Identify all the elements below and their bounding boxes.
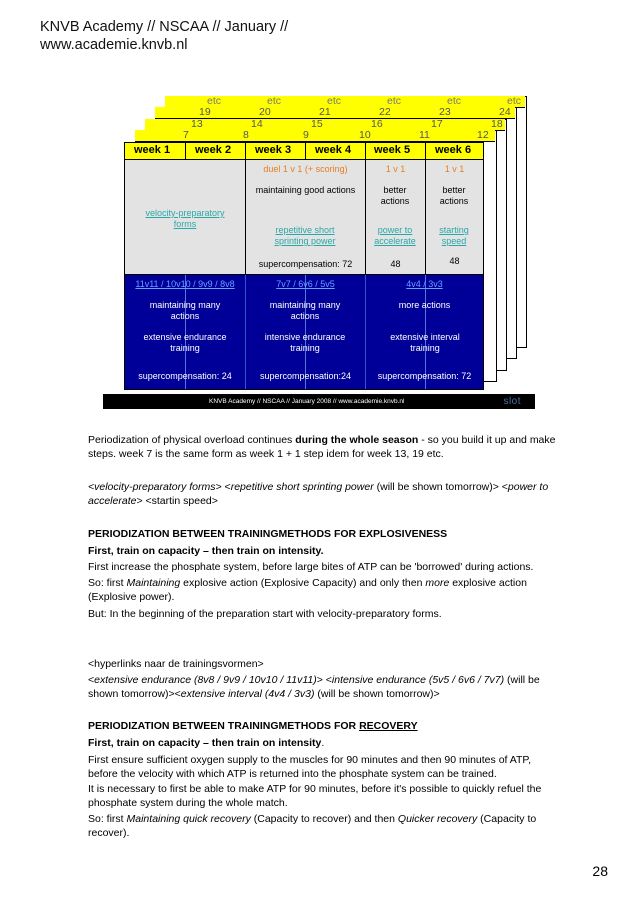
extensive-interval: extensive interval training	[390, 332, 460, 353]
text-run: (will be shown tomorrow)><	[88, 674, 540, 700]
section-heading-explosiveness: PERIODIZATION BETWEEN TRAININGMETHODS FOR EXPLOSIVENESS	[88, 528, 448, 540]
text-run: RECOVERY	[359, 720, 418, 732]
endurance-list	[88, 673, 558, 701]
medium-games-link[interactable]: 7v7 / 6v6 / 5v5	[276, 279, 335, 289]
supercompensation-72: supercompensation: 72	[377, 371, 472, 381]
text-run: (Capacity to recover) and then	[250, 813, 398, 825]
text-run: .	[321, 737, 325, 749]
text-run: Maintaining quick recovery	[126, 813, 251, 825]
stack-label: 21	[319, 106, 331, 118]
stack-label: 9	[303, 129, 309, 141]
stack-label: etc	[387, 95, 402, 107]
text-run: extensive endurance (8v8 / 9v9 / 10v10 / 11v11)	[94, 674, 317, 686]
value-48: 48	[390, 259, 401, 269]
text-run: So: first	[88, 577, 127, 589]
small-games-link[interactable]: 4v4 / 3v3	[406, 279, 443, 289]
text-run: (Capacity to recover).	[88, 813, 537, 839]
value-48: 48	[449, 256, 460, 266]
slot-label: slot	[503, 396, 521, 407]
periodization-slide	[103, 84, 535, 409]
text-run: more	[425, 577, 450, 589]
intensity-section	[125, 275, 483, 389]
text-run: repetitive short sprinting power	[230, 481, 374, 493]
hyperlinks-note: <hyperlinks naar de trainingsvormen>	[88, 658, 264, 670]
text-run: Quicker recovery	[397, 813, 478, 825]
text-run: explosive action (Explosive Capacity) and only then	[180, 577, 426, 589]
week-6-label: week 6	[435, 144, 472, 156]
text-run: power to accelerate	[88, 481, 549, 507]
week-header-row	[125, 143, 483, 160]
stack-label: 11	[419, 129, 430, 141]
stack-label: etc	[447, 95, 462, 107]
text-run: Maintaining	[126, 577, 181, 589]
slide-footer	[103, 394, 535, 409]
stack-label: 22	[379, 106, 391, 118]
better-actions: better actions	[439, 185, 469, 206]
text-run: > <	[316, 674, 332, 686]
intensive-endurance: intensive endurance training	[264, 332, 346, 353]
stack-label: etc	[327, 95, 342, 107]
forms-list	[88, 480, 558, 508]
stack-label: etc	[207, 95, 222, 107]
paragraph	[88, 812, 558, 840]
text-run: extensive interval (4v4 / 3v3)	[180, 688, 315, 700]
week-5-label: week 5	[374, 144, 411, 156]
stack-label: 10	[359, 129, 371, 141]
repetitive-sprinting-link[interactable]: repetitive short sprinting power	[274, 225, 336, 246]
document-header	[40, 18, 288, 54]
supercompensation-72: supercompensation: 72	[258, 259, 353, 269]
stack-row-7	[135, 130, 495, 142]
stack-label: etc	[267, 95, 282, 107]
stack-label: 16	[371, 118, 383, 130]
text-run: First, train on capacity – then train on intensity	[88, 737, 322, 749]
paragraph: First ensure sufficient oxygen supply to the muscles for 90 minutes and then 90 minutes of ATP, before the velocity with which ATP is returned into the phosphate system can be trained.	[88, 754, 531, 780]
stack-row-19	[155, 107, 515, 119]
text-run: during the whole season	[295, 434, 419, 446]
text-run: explosive action (Explosive power).	[88, 577, 527, 603]
duel-label: duel 1 v 1 (+ scoring)	[263, 164, 348, 174]
stack-label: 24	[499, 106, 511, 118]
section-subheading: First, train on capacity – then train on intensity.	[88, 545, 324, 557]
section-subheading	[88, 736, 558, 750]
text-run: (will be shown tomorrow)>	[314, 688, 440, 700]
capacity-section	[125, 160, 483, 275]
text-run: So: first	[88, 813, 127, 825]
more-actions: more actions	[398, 300, 451, 310]
one-v-one-label: 1 v 1	[444, 164, 465, 174]
text-run: <velocity-preparatory forms>	[88, 481, 222, 493]
intro-paragraph	[88, 433, 558, 461]
section-heading-recovery	[88, 719, 558, 733]
supercompensation-24: supercompensation: 24	[138, 371, 232, 381]
text-run: - so you build it up and make steps. week 7 is the same form as week 1 + 1 step idem for week 13, 19 etc.	[88, 434, 556, 460]
week-2-label: week 2	[195, 144, 232, 156]
paragraph: It is necessary to first be able to make ATP for 90 minutes, before it's possible to quickly refuel the phosphate system during the whole match.	[88, 783, 542, 809]
maintaining-good-actions: maintaining good actions	[255, 185, 356, 195]
better-actions: better actions	[380, 185, 410, 206]
week-3-label: week 3	[255, 144, 292, 156]
stack-label: 20	[259, 106, 271, 118]
stack-label: 15	[311, 118, 323, 130]
paragraph	[88, 576, 558, 604]
paragraph: But: In the beginning of the preparation start with velocity-preparatory forms.	[88, 608, 442, 620]
power-to-accelerate-link[interactable]: power to accelerate	[374, 225, 416, 246]
week-1-label: week 1	[134, 144, 171, 156]
stack-label: 12	[477, 129, 489, 141]
page-number: 28	[592, 863, 608, 879]
stack-label: 14	[251, 118, 263, 130]
text-run: (will be shown tomorrow)> <	[373, 481, 508, 493]
text-run: Periodization of physical overload continues	[88, 434, 296, 446]
stack-label: etc	[507, 95, 522, 107]
text-run: intensive endurance (5v5 / 6v6 / 7v7)	[331, 674, 505, 686]
header-title: KNVB Academy // NSCAA // January //	[40, 19, 289, 35]
text-run: <	[221, 481, 231, 493]
supercompensation-24: supercompensation:24	[259, 371, 352, 381]
starting-speed-link[interactable]: starting speed	[439, 225, 469, 246]
text-run: PERIODIZATION BETWEEN TRAININGMETHODS FOR	[88, 720, 360, 732]
header-url: www.academie.knvb.nl	[40, 37, 188, 53]
stack-label: 8	[243, 129, 249, 141]
stack-label: 7	[183, 129, 189, 141]
stack-label: 18	[491, 118, 503, 130]
stack-label: 13	[191, 118, 203, 130]
stack-label: 19	[199, 106, 211, 118]
front-table	[124, 142, 484, 390]
text-run: <	[88, 674, 95, 686]
one-v-one-label: 1 v 1	[385, 164, 406, 174]
stack-label: 17	[431, 118, 443, 130]
velocity-preparatory-link[interactable]: velocity-preparatory forms	[145, 208, 225, 229]
paragraph: First increase the phosphate system, before large bites of ATP can be 'borrowed' during actions.	[88, 561, 534, 573]
week-4-label: week 4	[315, 144, 352, 156]
footer-text: KNVB Academy // NSCAA // January 2008 // www.academie.knvb.nl	[209, 398, 405, 405]
stack-label: 23	[439, 106, 451, 118]
extensive-endurance: extensive endurance training	[143, 332, 227, 353]
text-run: > <startin speed>	[136, 495, 218, 507]
maintaining-many-actions: maintaining many actions	[269, 300, 341, 321]
maintaining-many-actions: maintaining many actions	[149, 300, 221, 321]
large-games-link[interactable]: 11v11 / 10v10 / 9v9 / 8v8	[135, 279, 235, 289]
